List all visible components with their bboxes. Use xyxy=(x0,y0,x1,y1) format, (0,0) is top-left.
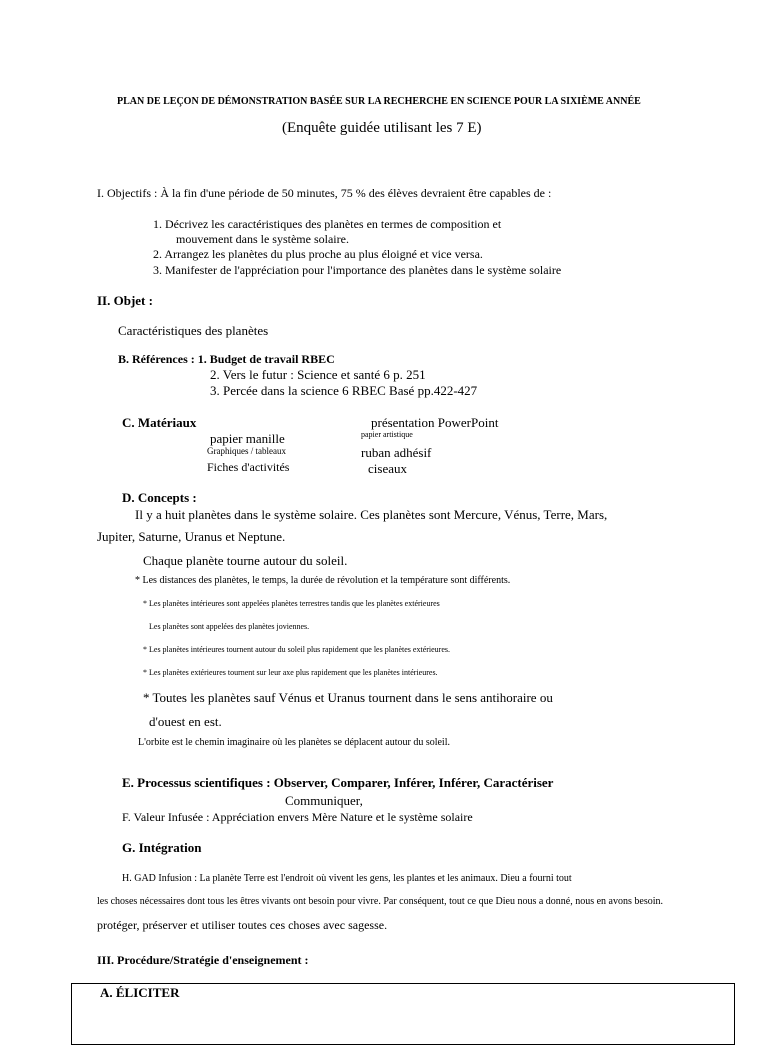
processus-continuation: Communiquer, xyxy=(285,793,363,808)
concept-line: L'orbite est le chemin imaginaire où les planètes se déplacent autour du soleil. xyxy=(138,737,450,748)
procedure-heading: III. Procédure/Stratégie d'enseignement : xyxy=(97,953,309,967)
document-title: PLAN DE LEÇON DE DÉMONSTRATION BASÉE SUR LA RECHERCHE EN SCIENCE POUR LA SIXIÈME ANNÉE xyxy=(117,96,641,107)
integration-line: H. GAD Infusion : La planète Terre est l'endroit où vivent les gens, les plantes et les animaux. Dieu a fourni tout xyxy=(122,873,572,884)
eliciter-heading: A. ÉLICITER xyxy=(100,985,180,1000)
concept-line: * Les distances des planètes, le temps, la durée de révolution et la température sont différents. xyxy=(135,575,511,586)
material-item: ciseaux xyxy=(368,461,407,476)
materials-label: C. Matériaux xyxy=(122,415,197,430)
material-item: ruban adhésif xyxy=(361,445,432,460)
reference-item: 2. Vers le futur : Science et santé 6 p. 251 xyxy=(210,367,426,382)
concept-line: Les planètes sont appelées des planètes joviennes. xyxy=(149,622,310,631)
integration-label: G. Intégration xyxy=(122,840,202,855)
integration-line: les choses nécessaires dont tous les êtres vivants ont besoin pour vivre. Par conséquent, tout ce que Dieu nous a donné, nous en avons besoin. xyxy=(97,896,663,907)
concept-line: d'ouest en est. xyxy=(149,714,222,729)
material-item: papier manille xyxy=(210,431,285,446)
objet-text: Caractéristiques des planètes xyxy=(118,323,269,338)
concept-line: Jupiter, Saturne, Uranus et Neptune. xyxy=(97,529,286,544)
material-item: présentation PowerPoint xyxy=(371,415,499,430)
concept-line: Il y a huit planètes dans le système solaire. Ces planètes sont Mercure, Vénus, Terre, Mars, xyxy=(135,507,608,522)
concept-line: Chaque planète tourne autour du soleil. xyxy=(143,553,348,568)
document-subtitle: (Enquête guidée utilisant les 7 E) xyxy=(282,120,482,136)
material-item: papier artistique xyxy=(361,430,413,439)
valeur-infusee: F. Valeur Infusée : Appréciation envers Mère Nature et le système solaire xyxy=(122,810,473,824)
processus-label: E. Processus scientifiques : Observer, Comparer, Inférer, Inférer, Caractériser xyxy=(122,775,554,790)
objet-heading: II. Objet : xyxy=(97,293,153,308)
concept-line: * Les planètes intérieures tournent autour du soleil plus rapidement que les planètes extérieures. xyxy=(143,645,451,654)
integration-line: protéger, préserver et utiliser toutes ces choses avec sagesse. xyxy=(97,918,388,932)
references-label: B. Références : 1. Budget de travail RBEC xyxy=(118,352,335,366)
concept-line: * Les planètes intérieures sont appelées planètes terrestres tandis que les planètes extérieures xyxy=(143,599,440,608)
concept-line: * Toutes les planètes sauf Vénus et Uranus tournent dans le sens antihoraire ou xyxy=(143,690,553,705)
objective-item: 3. Manifester de l'appréciation pour l'importance des planètes dans le système solaire xyxy=(153,263,562,277)
material-item: Graphiques / tableaux xyxy=(207,446,286,456)
concept-line: * Les planètes extérieures tournent sur leur axe plus rapidement que les planètes intérieures. xyxy=(143,668,438,677)
objective-item: mouvement dans le système solaire. xyxy=(176,232,349,246)
material-item: Fiches d'activités xyxy=(207,460,290,474)
concepts-label: D. Concepts : xyxy=(122,490,197,505)
procedure-table xyxy=(71,983,735,1045)
reference-item: 3. Percée dans la science 6 RBEC Basé pp.422-427 xyxy=(210,383,478,398)
objective-item: 1. Décrivez les caractéristiques des planètes en termes de composition et xyxy=(153,217,502,231)
objectives-intro: I. Objectifs : À la fin d'une période de 50 minutes, 75 % des élèves devraient être capables de : xyxy=(97,186,552,200)
objective-item: 2. Arrangez les planètes du plus proche au plus éloigné et vice versa. xyxy=(153,247,483,261)
